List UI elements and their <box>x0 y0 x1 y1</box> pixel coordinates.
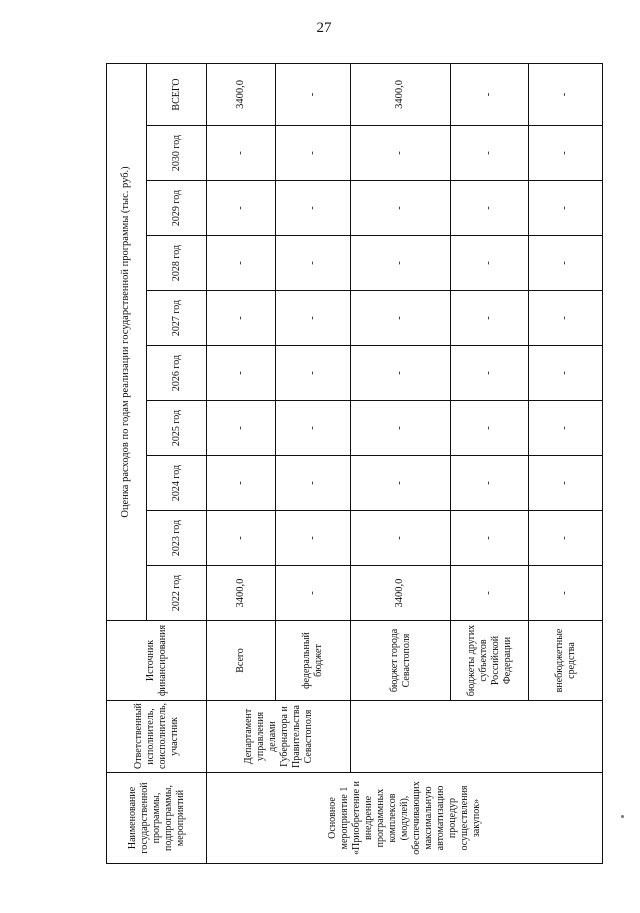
row-source: Всего <box>207 621 276 701</box>
row-value: - <box>207 126 276 181</box>
row-source: бюджет города Севастополя <box>351 621 451 701</box>
row-total: - <box>451 63 529 125</box>
row-value: - <box>529 566 603 621</box>
row-value: - <box>529 346 603 401</box>
row-value: - <box>276 566 351 621</box>
row-value: - <box>351 236 451 291</box>
row-value: - <box>207 181 276 236</box>
table-row-estimate-header <box>107 63 147 863</box>
row-value: - <box>451 401 529 456</box>
row-value: - <box>529 181 603 236</box>
row-value: - <box>451 456 529 511</box>
row-value: - <box>351 456 451 511</box>
header-estimate: Оценка расходов по годам реализации государственной программы (тыс. руб.) <box>107 63 147 620</box>
row-value: - <box>351 346 451 401</box>
row-value: - <box>529 126 603 181</box>
row-value: - <box>529 511 603 566</box>
row-value: 3400,0 <box>351 566 451 621</box>
row-source: федеральный бюджет <box>276 621 351 701</box>
year-header: 2022 год <box>147 566 207 621</box>
year-header: 2030 год <box>147 126 207 181</box>
year-header: 2027 год <box>147 291 207 346</box>
row-source: внебюджетные средства <box>529 621 603 701</box>
rotated-table-wrapper <box>106 64 602 864</box>
expenditure-table <box>106 63 603 864</box>
row-value: - <box>276 401 351 456</box>
row-total: 3400,0 <box>351 63 451 125</box>
year-header: 2025 год <box>147 401 207 456</box>
activity-name: Основное мероприятие 1 «Приобретение и внедрение программных комплексов (модулей), обеспечивающих максимальную автоматизацию процедур осуществления закупок» <box>207 773 603 864</box>
row-value: - <box>276 511 351 566</box>
page-number: 27 <box>316 20 332 36</box>
table-row <box>351 63 451 863</box>
row-value: - <box>529 401 603 456</box>
row-value: - <box>276 126 351 181</box>
row-value: - <box>529 456 603 511</box>
row-value: - <box>276 181 351 236</box>
row-value: - <box>451 291 529 346</box>
header-name: Наименование государственной программы, подпрограммы, мероприятий <box>107 773 207 864</box>
executor-empty-cell <box>351 701 603 773</box>
row-value: - <box>451 181 529 236</box>
table-body <box>107 63 603 863</box>
year-header: 2029 год <box>147 181 207 236</box>
row-value: - <box>276 291 351 346</box>
row-value: - <box>207 511 276 566</box>
year-header: 2026 год <box>147 346 207 401</box>
row-value: - <box>451 346 529 401</box>
table-row <box>207 63 276 863</box>
row-value: - <box>276 236 351 291</box>
row-value: - <box>207 401 276 456</box>
year-header: 2028 год <box>147 236 207 291</box>
row-value: - <box>451 126 529 181</box>
row-value: - <box>351 126 451 181</box>
row-value: - <box>529 236 603 291</box>
year-header: 2024 год <box>147 456 207 511</box>
row-value: 3400,0 <box>207 566 276 621</box>
row-value: - <box>207 236 276 291</box>
row-value: - <box>451 566 529 621</box>
row-value: - <box>207 456 276 511</box>
row-value: - <box>351 511 451 566</box>
row-value: - <box>451 236 529 291</box>
row-value: - <box>276 346 351 401</box>
row-value: - <box>207 291 276 346</box>
activity-executor: Департамент управления делами Губернатора и Правительства Севастополя <box>207 701 351 773</box>
total-header: ВСЕГО <box>147 63 207 125</box>
scan-speck <box>621 815 624 818</box>
row-value: - <box>351 291 451 346</box>
row-value: - <box>529 291 603 346</box>
row-value: - <box>351 401 451 456</box>
header-source: Источник финансирования <box>107 621 207 701</box>
row-value: - <box>351 181 451 236</box>
row-total: - <box>276 63 351 125</box>
row-total: 3400,0 <box>207 63 276 125</box>
row-value: - <box>451 511 529 566</box>
row-total: - <box>529 63 603 125</box>
row-value: - <box>207 346 276 401</box>
row-value: - <box>276 456 351 511</box>
year-header: 2023 год <box>147 511 207 566</box>
header-executor: Ответственный исполнитель, соисполнитель, участник <box>107 701 207 773</box>
row-source: бюджеты других субъектов Российской Федерации <box>451 621 529 701</box>
